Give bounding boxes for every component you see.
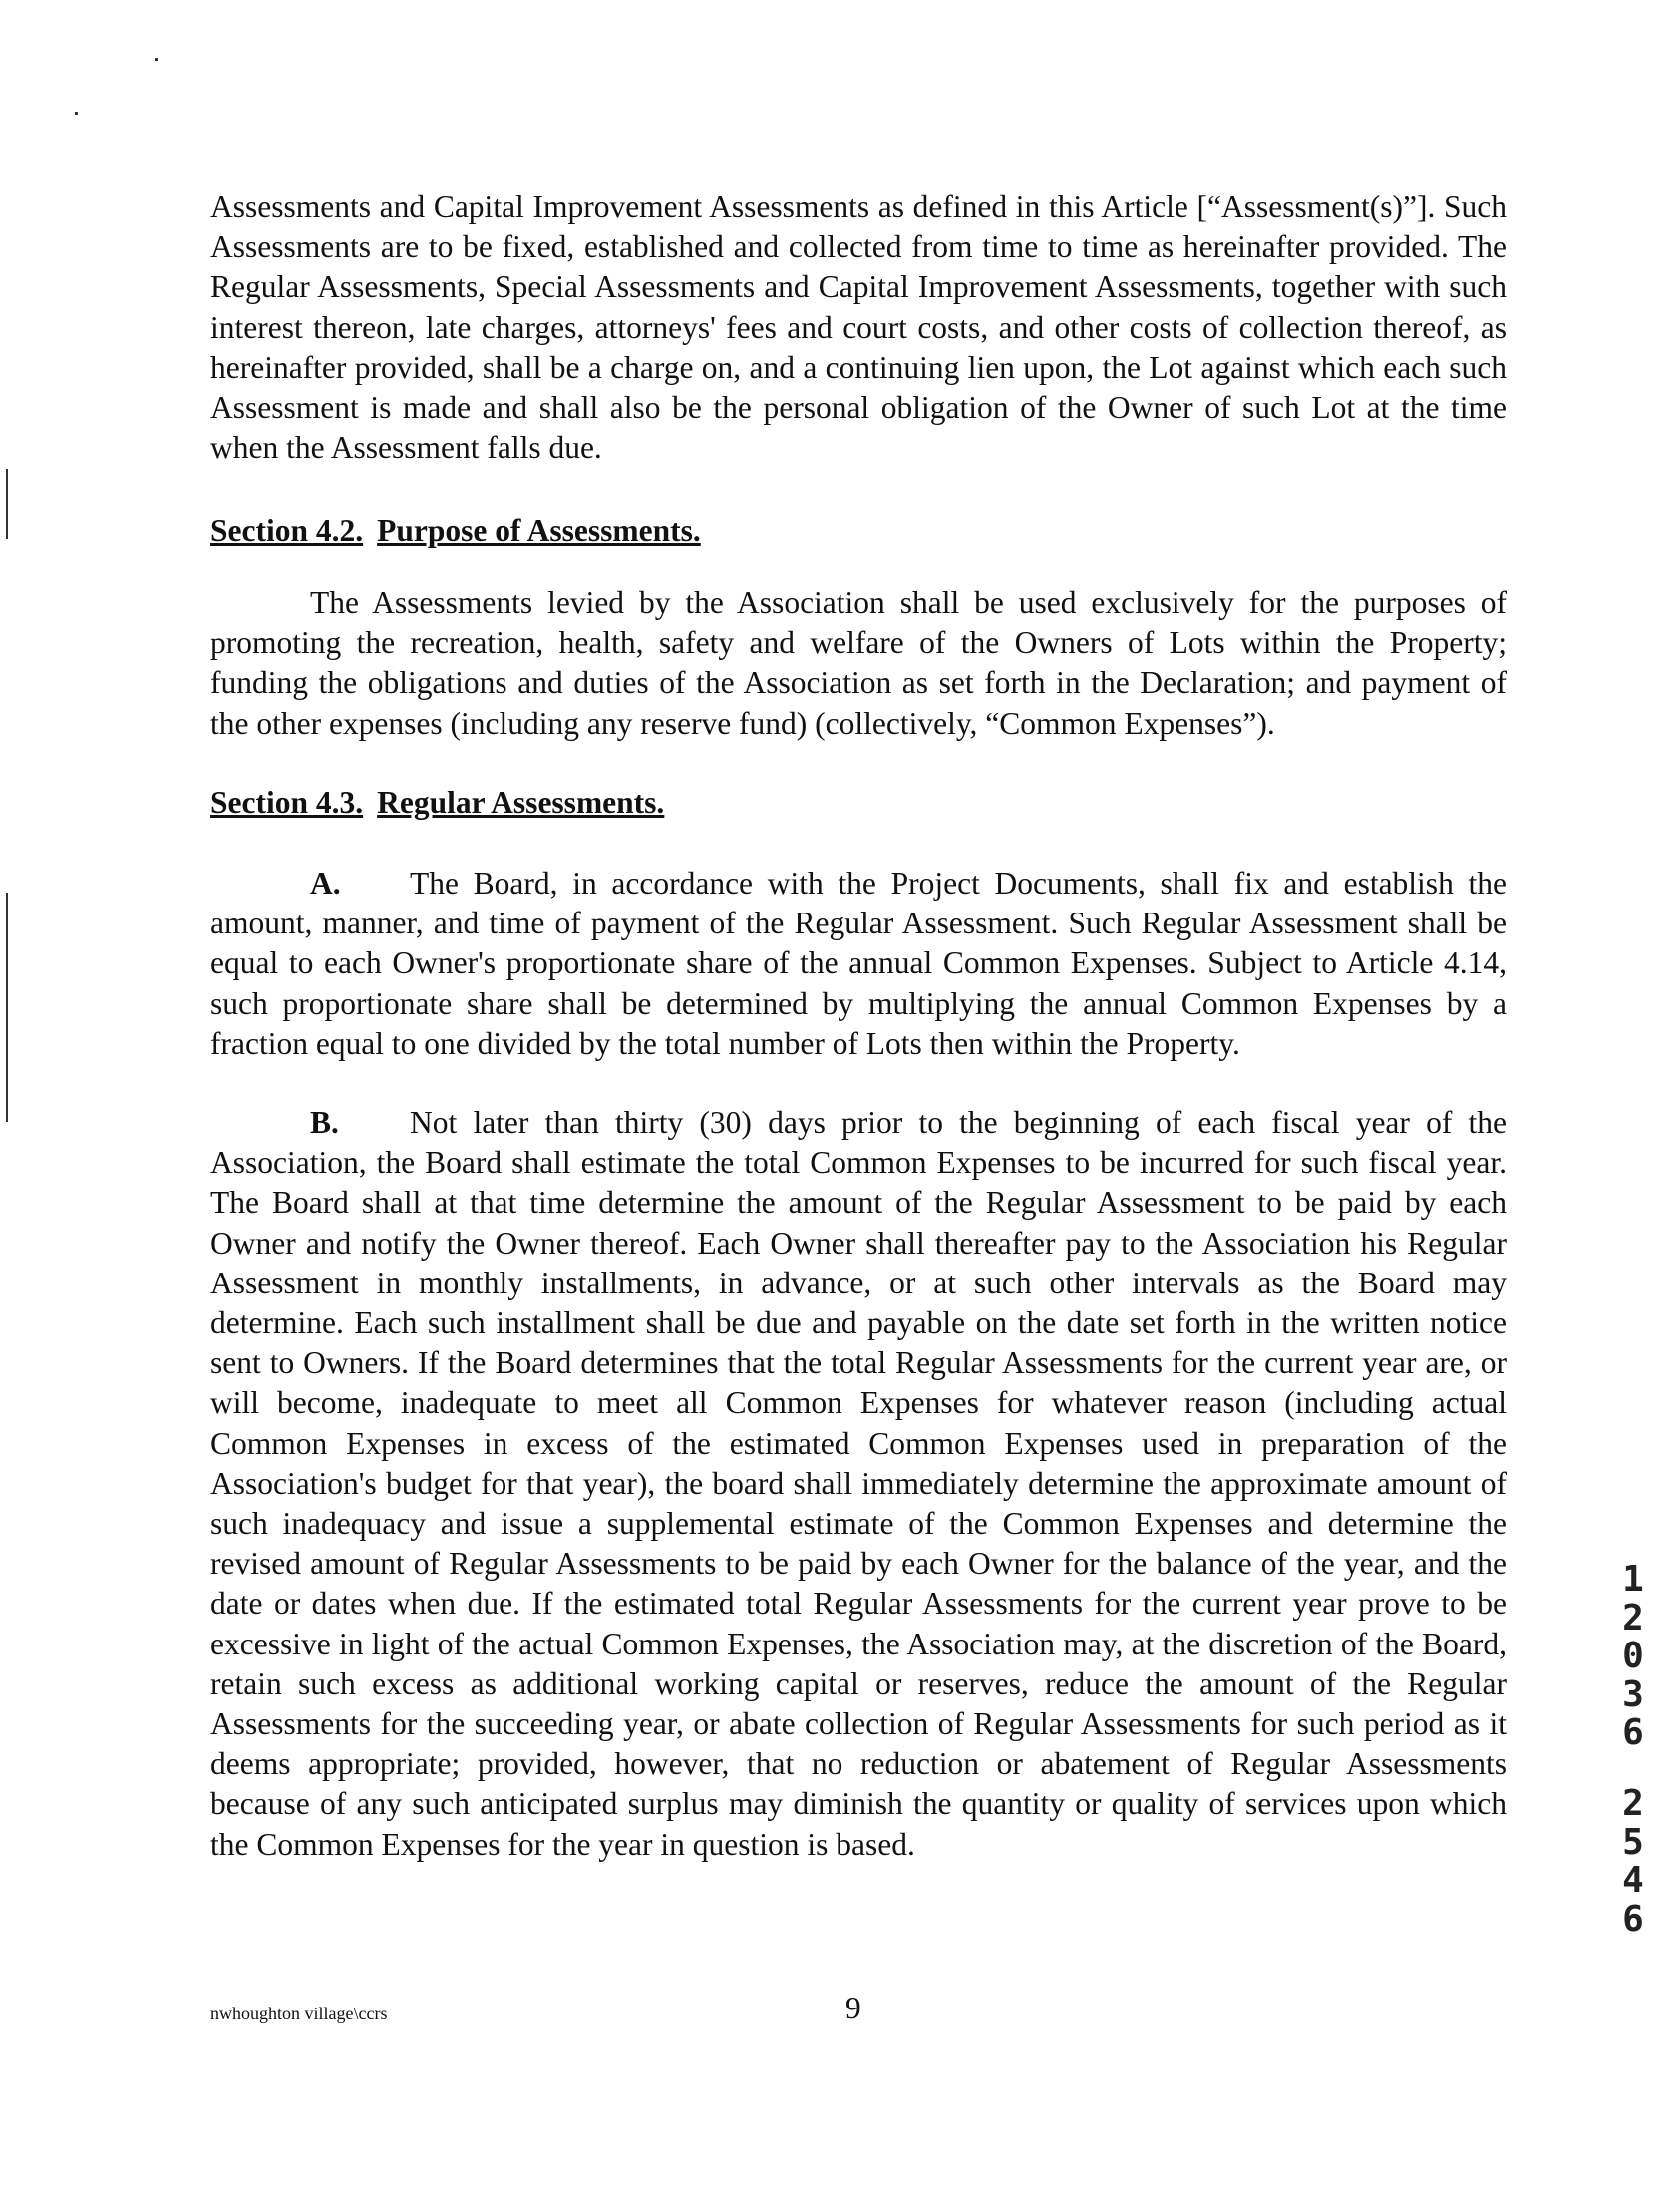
section-title: Regular Assessments. [377, 785, 665, 820]
section-number: Section 4.3. [210, 785, 364, 820]
stamp-digit: 2 [1622, 1597, 1644, 1639]
scan-mark [75, 112, 78, 115]
intro-paragraph: Assessments and Capital Improvement Assessments as defined in this Article [“Assessment(s)”]. Such Assessments are to be fixed, established and collected from time to time as hereinafter provided. The Regular Assessments, Special Assessments and Capital Improvement Assessments, together with such interest thereon, late charges, attorneys' fees and court costs, and other costs of collection thereof, as hereinafter provided, shall be a charge on, and a continuing lien upon, the Lot against which each such Assessment is made and shall also be the personal obligation of the Owner of such Lot at the time when the Assessment falls due. [210, 189, 1507, 466]
subsection-a [210, 864, 1507, 1064]
binding-mark [6, 469, 8, 539]
stamp-digit: 6 [1622, 1898, 1644, 1940]
purpose-paragraph: The Assessments levied by the Association shall be used exclusively for the purposes of promoting the recreation, health, safety and welfare of the Owners of Lots within the Property; funding the obligations and duties of the Association as set forth in the Declaration; and payment of the other expenses (including any reserve fund) (collectively, “Common Expenses”). [210, 585, 1507, 741]
section-title: Purpose of Assessments. [377, 513, 701, 548]
section-number: Section 4.2. [210, 513, 364, 548]
recording-stamp-top [1613, 1561, 1653, 1753]
stamp-digit: 5 [1622, 1821, 1644, 1863]
section-4-2-heading [210, 511, 701, 550]
binding-mark [6, 893, 8, 1122]
subsection-b [210, 1103, 1507, 1865]
section-4-3-heading [210, 783, 664, 823]
scan-mark [155, 58, 158, 61]
stamp-digit: 2 [1622, 1783, 1644, 1824]
subsection-label: A. [310, 866, 341, 901]
stamp-digit: 1 [1622, 1559, 1644, 1600]
recording-stamp-bottom [1613, 1785, 1653, 1939]
subsection-b-text: Not later than thirty (30) days prior to the beginning of each fiscal year of the Association, the Board shall estimate the total Common Expenses to be incurred for such fiscal year. The Board shall at that time determine the amount of the Regular Assessment to be paid by each Owner and notify the Owner thereof. Each Owner shall thereafter pay to the Association his Regular Assessment in monthly installments, in advance, or at such other intervals as the Board may determine. Each such installment shall be due and payable on the date set forth in the written notice sent to Owners. If the Board determines that the total Regular Assessments for the current year are, or will become, inadequate to meet all Common Expenses for whatever reason (including actual Common Expenses in excess of the estimated Common Expenses used in preparation of the Association's budget for that year), the board shall immediately determine the approximate amount of such inadequacy and issue a supplemental estimate of the Common Expenses and determine the revised amount of Regular Assessments to be paid by each Owner for the balance of the year, and the date or dates when due. If the estimated total Regular Assessments for the current year prove to be excessive in light of the actual Common Expenses, the Association may, at the discretion of the Board, retain such excess as additional working capital or reserves, reduce the amount of the Regular Assessments for the succeeding year, or abate collection of Regular Assessments for such period as it deems appropriate; provided, however, that no reduction or abatement of Regular Assessments because of any such anticipated surplus may diminish the quantity or quality of services upon which the Common Expenses for the year in question is based. [210, 1105, 1507, 1862]
subsection-label: B. [310, 1105, 339, 1140]
page-number: 9 [845, 1991, 861, 2025]
subsection-a-text: The Board, in accordance with the Project Documents, shall fix and establish the amount, manner, and time of payment of the Regular Assessment. Such Regular Assessment shall be equal to each Owner's proportionate share of the annual Common Expenses. Subject to Article 4.14, such proportionate share shall be determined by multiplying the annual Common Expenses by a fraction equal to one divided by the total number of Lots then within the Property. [210, 866, 1507, 1061]
stamp-digit: 0 [1622, 1636, 1644, 1676]
stamp-digit: 3 [1622, 1673, 1644, 1715]
stamp-digit: 6 [1622, 1712, 1644, 1753]
stamp-digit: 4 [1622, 1860, 1644, 1901]
footer-file-path: nwhoughton village\ccrs [210, 2004, 388, 2023]
